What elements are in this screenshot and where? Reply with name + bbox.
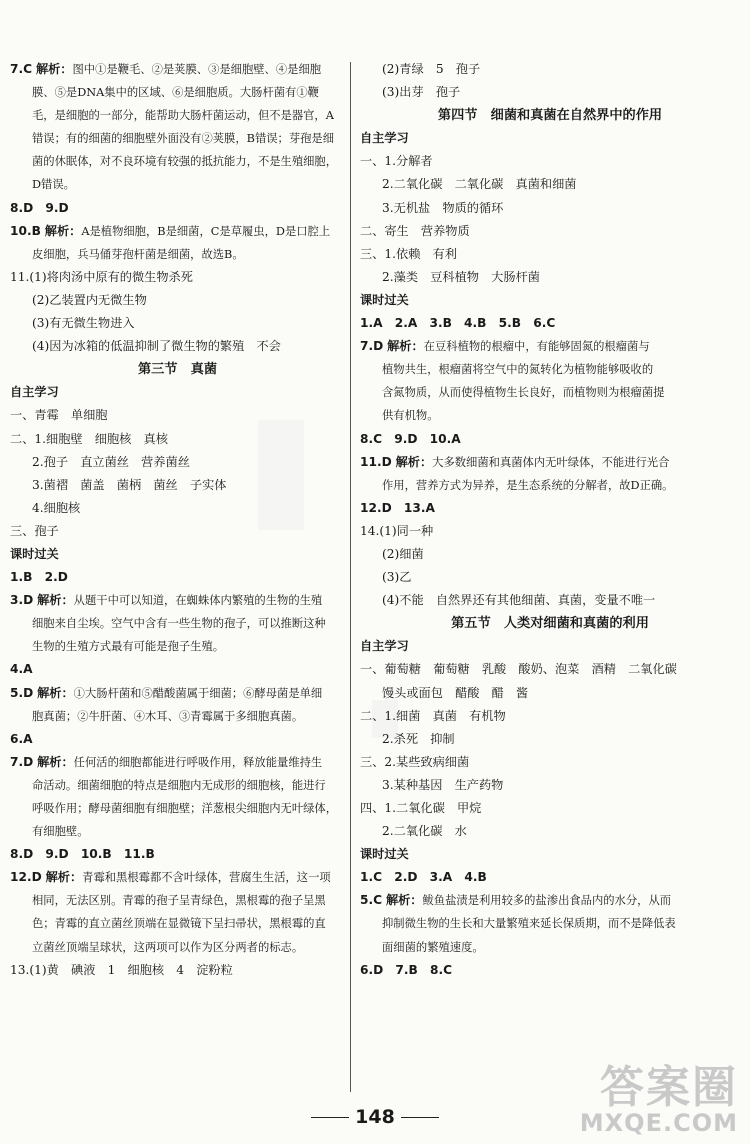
answer-line: 三、1.依赖 有利 <box>360 246 457 261</box>
answer-line: 3.某种基因 生产药物 <box>382 777 504 792</box>
answer-line: 一、青霉 单细胞 <box>10 408 108 423</box>
explained-answer-line <box>360 335 740 358</box>
explanation-text: 大多数细菌和真菌体内无叶绿体，不能进行光合 <box>432 455 670 469</box>
answer-number: 7.D <box>360 339 384 354</box>
explanation-line: 抑制微生物的生长和大量繁殖来延长保质期，而不是降低表 <box>382 917 676 931</box>
answer-line: 3.无机盐 物质的循环 <box>382 200 504 215</box>
watermark-bottom: MXQE.COM <box>579 1109 738 1137</box>
explanation-line: 菌的休眠体，对不良环境有较强的抵抗能力，不是生殖细胞， <box>32 155 338 169</box>
subsection-heading: 课时过关 <box>360 292 409 307</box>
right-column <box>360 58 740 982</box>
section-title: 第四节 细菌和真菌在自然界中的作用 <box>437 108 663 124</box>
explanation-line: 细胞来自尘埃。空气中含有一些生物的孢子，可以推断这种 <box>32 617 326 631</box>
explanation-line: D错误。 <box>32 178 75 192</box>
explanation-line: 立菌丝顶端呈球状，这两项可以作为区分两者的标志。 <box>32 940 304 954</box>
explanation-line: 含氮物质，从而使得植物生长良好，而植物则为根瘤菌提 <box>382 386 665 400</box>
section-title: 第五节 人类对细菌和真菌的利用 <box>451 616 649 632</box>
subsection-heading: 自主学习 <box>360 639 409 654</box>
explained-answer-line <box>10 751 345 774</box>
explained-answer-line <box>10 58 345 81</box>
answer-list-line: 8.C 9.D 10.A <box>360 431 461 446</box>
explanation-text: A是植物细胞，B是细菌，C是草履虫，D是口腔上 <box>81 224 331 238</box>
page-number-text: 148 <box>355 1106 395 1128</box>
explained-answer-line <box>10 682 345 705</box>
answer-line: 三、孢子 <box>10 523 59 538</box>
answer-line: 二、1.细胞壁 细胞核 真核 <box>10 431 168 446</box>
explanation-text: 青霉和黑根霉都不含叶绿体，营腐生生活，这一项 <box>82 871 331 885</box>
answer-number: 11.D <box>360 454 392 469</box>
analysis-tag: 解析： <box>37 685 74 700</box>
explanation-text: 图中①是鞭毛、②是荚膜、③是细胞壁、④是细胞 <box>72 63 322 76</box>
analysis-tag: 解析： <box>387 339 424 354</box>
answer-list-line: 1.B 2.D <box>10 570 68 585</box>
explained-answer-line <box>10 220 345 243</box>
answer-number: 7.C <box>10 62 33 76</box>
answer-list-line: 4.A <box>10 662 33 677</box>
answer-list-line: 6.A <box>10 731 33 746</box>
answer-line: (2)青绿 5 孢子 <box>382 62 481 76</box>
subsection-heading: 课时过关 <box>10 546 59 561</box>
answer-line: 四、1.二氧化碳 甲烷 <box>360 801 482 815</box>
analysis-tag: 解析： <box>395 454 433 469</box>
explanation-text: ①大肠杆菌和⑤醋酸菌属于细菌；⑥酵母菌是单细 <box>73 686 323 700</box>
explanation-line: 错误；有的细菌的细胞壁外面没有②荚膜，B错误；芽孢是细 <box>32 132 335 146</box>
answer-line: 二、1.细菌 真菌 有机物 <box>360 708 506 723</box>
answer-line: 2.藻类 豆科植物 大肠杆菌 <box>382 269 540 284</box>
answer-line: 3.菌褶 菌盖 菌柄 菌丝 子实体 <box>32 477 227 492</box>
explanation-line: 胞真菌；②牛肝菌、④木耳、③青霉属于多细胞真菌。 <box>32 709 304 723</box>
answer-line: 4.细胞核 <box>32 500 81 515</box>
explained-answer-line <box>10 589 345 612</box>
subsection-heading: 自主学习 <box>10 385 59 400</box>
answer-list-line: 1.C 2.D 3.A 4.B <box>360 870 487 885</box>
explanation-line: 毛，是细胞的一部分，能帮助大肠杆菌运动，但不是器官，A <box>32 109 334 123</box>
explanation-line: 有细胞壁。 <box>32 825 89 839</box>
subsection-heading: 课时过关 <box>360 847 409 862</box>
analysis-tag: 解析： <box>44 223 82 238</box>
page-number-dash-right <box>401 1117 439 1118</box>
answer-list-line: 12.D 13.A <box>360 500 435 515</box>
answer-number: 3.D <box>10 593 34 608</box>
explanation-text: 从题干中可以知道，在蜘蛛体内繁殖的生物的生殖 <box>73 594 323 608</box>
explained-answer-line <box>10 866 345 889</box>
answer-line: (3)有无微生物进入 <box>32 316 135 331</box>
answer-line: 2.二氧化碳 水 <box>382 824 467 839</box>
explanation-line: 膜、⑤是DNA集中的区域、⑥是细胞质。大肠杆菌有①鞭 <box>32 86 319 100</box>
answer-number: 5.C <box>360 893 383 908</box>
explanation-line: 相同，无法区别。青霉的孢子呈青绿色，黑根霉的孢子呈黑 <box>32 894 326 908</box>
answer-line: 2.孢子 直立菌丝 营养菌丝 <box>32 454 190 469</box>
explanation-line: 面细菌的繁殖速度。 <box>382 940 484 954</box>
answer-line: 馒头或面包 醋酸 醋 酱 <box>382 685 529 700</box>
explained-answer-line <box>360 889 740 912</box>
explained-answer-line <box>360 451 740 474</box>
answer-line: 三、2.某些致病细菌 <box>360 754 470 769</box>
explanation-line: 皮细胞，兵马俑芽孢杆菌是细菌，故选B。 <box>32 247 244 261</box>
answer-number: 10.B <box>10 223 41 238</box>
watermark-top: 答案圈 <box>600 1062 738 1113</box>
explanation-line: 呼吸作用；酵母菌细胞有细胞壁；洋葱根尖细胞内无叶绿体， <box>32 802 338 815</box>
answer-number: 5.D <box>10 685 34 700</box>
explanation-line: 命活动。细菌细胞的特点是细胞内无成形的细胞核，能进行 <box>32 778 326 792</box>
analysis-tag: 解析： <box>45 870 83 885</box>
answer-line: 一、1.分解者 <box>360 154 433 169</box>
left-column <box>10 58 345 982</box>
explanation-line: 作用，营养方式为异养，是生态系统的分解者，故D正确。 <box>382 478 674 492</box>
subsection-heading: 自主学习 <box>360 131 409 146</box>
answer-line: 一、葡萄糖 葡萄糖 乳酸 酸奶、泡菜 酒精 二氧化碳 <box>360 662 677 677</box>
analysis-tag: 解析： <box>37 593 74 608</box>
answer-line: (3)乙 <box>382 570 412 585</box>
answer-list-line: 8.D 9.D 10.B 11.B <box>10 847 155 862</box>
page-number-dash-left <box>311 1117 349 1118</box>
answer-line: 14.(1)同一种 <box>360 523 434 538</box>
answer-list-line: 8.D 9.D <box>10 200 69 215</box>
analysis-tag: 解析： <box>37 754 74 769</box>
answer-line: 2.杀死 抑制 <box>382 731 455 746</box>
answer-number: 12.D <box>10 870 42 885</box>
analysis-tag: 解析： <box>35 62 73 76</box>
answer-line: (4)不能 自然界还有其他细菌、真菌，变量不唯一 <box>382 593 656 608</box>
answer-list-line: 6.D 7.B 8.C <box>360 962 453 977</box>
answer-line: (3)出芽 孢子 <box>382 85 461 100</box>
watermark-logo <box>579 1062 738 1137</box>
answer-line: (4)因为冰箱的低温抑制了微生物的繁殖 不会 <box>32 339 281 354</box>
analysis-tag: 解析： <box>385 893 423 908</box>
section-title: 第三节 真菌 <box>137 362 218 378</box>
explanation-line: 色；青霉的直立菌丝顶端在显微镜下呈扫帚状，黑根霉的直 <box>32 917 326 931</box>
explanation-text: 在豆科植物的根瘤中，有能够固氮的根瘤菌与 <box>423 340 650 354</box>
explanation-text: 鲅鱼盐渍是利用较多的盐渗出食品内的水分，从而 <box>422 894 672 908</box>
answer-line: 13.(1)黄 碘液 1 细胞核 4 淀粉粒 <box>10 962 233 977</box>
answer-line: (2)细菌 <box>382 546 424 561</box>
answer-line: 2.二氧化碳 二氧化碳 真菌和细菌 <box>382 177 577 192</box>
answer-number: 7.D <box>10 754 34 769</box>
answer-list-line: 1.A 2.A 3.B 4.B 5.B 6.C <box>360 316 556 331</box>
answer-line: (2)乙装置内无微生物 <box>32 292 147 307</box>
explanation-text: 任何活的细胞都能进行呼吸作用，释放能量维持生 <box>73 755 323 769</box>
explanation-line: 生物的生殖方式最有可能是孢子生殖。 <box>32 640 225 654</box>
answer-line: 二、寄生 营养物质 <box>360 223 470 238</box>
explanation-line: 植物共生，根瘤菌将空气中的氮转化为植物能够吸收的 <box>382 363 654 377</box>
column-divider <box>350 62 351 1092</box>
answer-line: 11.(1)将肉汤中原有的微生物杀死 <box>10 269 193 284</box>
explanation-line: 供有机物。 <box>382 409 439 423</box>
